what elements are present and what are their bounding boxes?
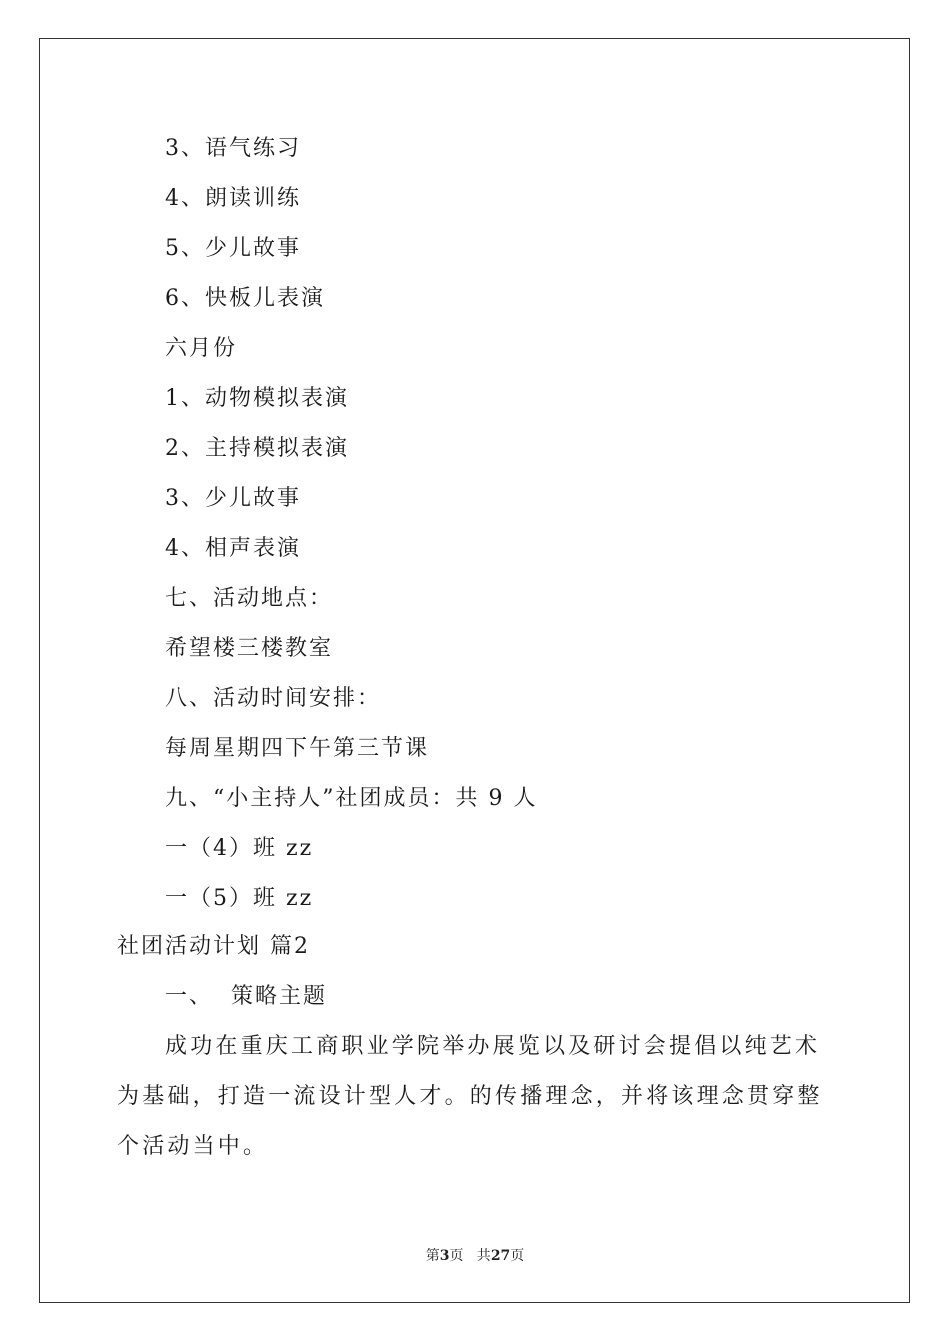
section-heading: 八、活动时间安排： — [165, 686, 382, 711]
footer-page-current: 3 — [439, 1248, 450, 1264]
footer-mid: 页 共 — [449, 1248, 491, 1264]
member-item: 一（5）班 zz — [165, 886, 314, 911]
body-paragraph: 成功在重庆工商职业学院举办展览以及研讨会提倡以纯艺术为基础，打造一流设计型人才。的传播理念，并将该理念贯穿整个活动当中。 — [117, 1034, 823, 1159]
location-text: 希望楼三楼教室 — [165, 636, 334, 661]
list-item: 5、少儿故事 — [165, 236, 301, 261]
section-heading: 七、活动地点： — [165, 586, 334, 611]
section-heading: 九、“小主持人”社团成员：共 9 人 — [165, 786, 538, 811]
footer-page-total: 27 — [490, 1248, 511, 1264]
footer-suffix: 页 — [510, 1248, 525, 1264]
page-footer — [0, 1246, 950, 1266]
list-item: 3、语气练习 — [165, 136, 301, 161]
list-item: 3、少儿故事 — [165, 486, 301, 511]
list-item: 4、相声表演 — [165, 536, 301, 561]
section-title: 社团活动计划 篇2 — [117, 934, 310, 959]
list-item: 2、主持模拟表演 — [165, 436, 349, 461]
member-item: 一（4）班 zz — [165, 836, 314, 861]
subheading: 一、 策略主题 — [165, 984, 327, 1009]
list-item: 4、朗读训练 — [165, 186, 301, 211]
schedule-text: 每周星期四下午第三节课 — [165, 736, 430, 761]
month-heading: 六月份 — [165, 336, 238, 361]
list-item: 1、动物模拟表演 — [165, 386, 349, 411]
list-item: 6、快板儿表演 — [165, 286, 325, 311]
footer-prefix: 第 — [425, 1248, 440, 1264]
